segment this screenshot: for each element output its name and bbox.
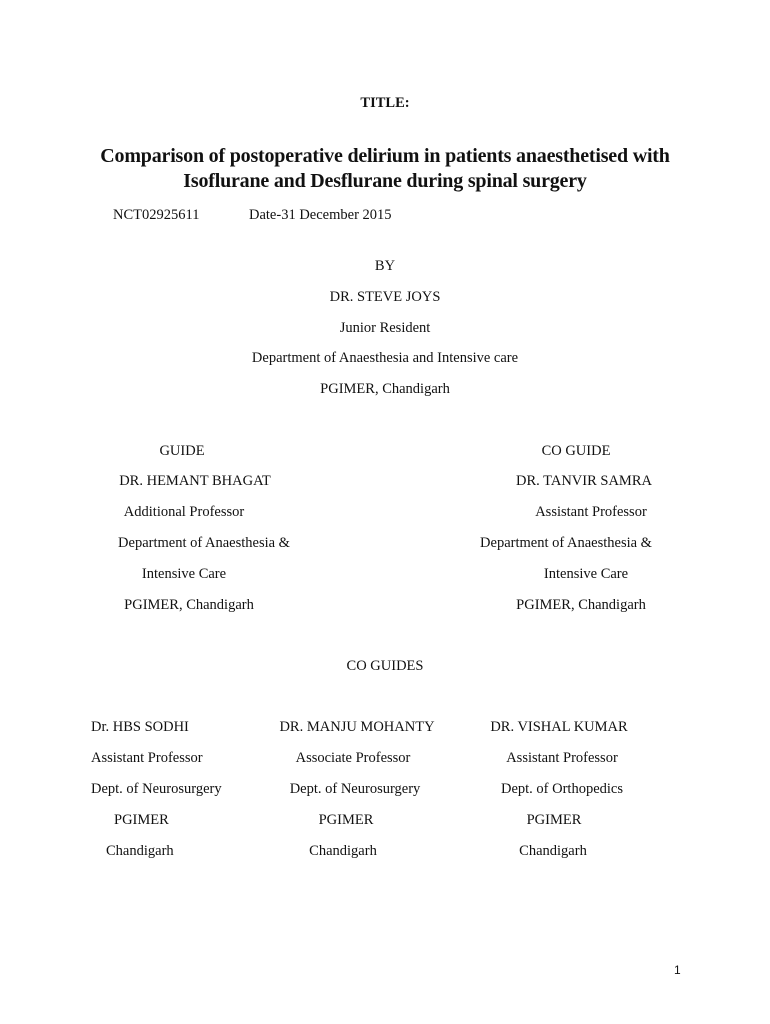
document-date: Date-31 December 2015 <box>249 207 392 223</box>
guide-name: DR. HEMANT BHAGAT <box>119 473 271 489</box>
co-guide-3-dept: Dept. of Orthopedics <box>500 781 624 797</box>
co-guide-1-city: Chandigarh <box>106 843 174 859</box>
co-guide-3-institution: PGIMER <box>526 812 582 828</box>
nct-number: NCT02925611 <box>113 207 200 223</box>
co-guide-dept-line2: Intensive Care <box>543 566 629 582</box>
co-guide-3-position: Assistant Professor <box>506 750 618 766</box>
co-guides-heading: CO GUIDES <box>346 658 424 674</box>
co-guide-2-dept: Dept. of Neurosurgery <box>289 781 421 797</box>
guide-heading: GUIDE <box>159 443 205 459</box>
co-guide-1-institution: PGIMER <box>114 812 169 828</box>
co-guide-1-name: Dr. HBS SODHI <box>91 719 189 735</box>
co-guide-1-dept: Dept. of Neurosurgery <box>91 781 222 797</box>
guide-institution: PGIMER, Chandigarh <box>124 597 254 613</box>
main-title-line2: Isoflurane and Desflurane during spinal surgery <box>183 170 587 192</box>
author-department: Department of Anaesthesia and Intensive care <box>251 350 519 366</box>
co-guide-position: Assistant Professor <box>535 504 647 520</box>
co-guide-3-name: DR. VISHAL KUMAR <box>490 719 628 735</box>
co-guide-name: DR. TANVIR SAMRA <box>516 473 652 489</box>
main-title-line1: Comparison of postoperative delirium in patients anaesthetised with <box>100 145 670 167</box>
author-position: Junior Resident <box>339 320 431 336</box>
co-guide-dept-line1: Department of Anaesthesia & <box>480 535 652 551</box>
guide-dept-line1: Department of Anaesthesia & <box>118 535 290 551</box>
title-label: TITLE: <box>360 95 410 111</box>
co-guide-institution: PGIMER, Chandigarh <box>516 597 646 613</box>
co-guide-heading: CO GUIDE <box>541 443 611 459</box>
main-title <box>35 144 735 194</box>
co-guide-2-position: Associate Professor <box>295 750 411 766</box>
guide-position: Additional Professor <box>123 504 245 520</box>
co-guide-1-position: Assistant Professor <box>91 750 203 766</box>
guide-dept-line2: Intensive Care <box>141 566 227 582</box>
author-name: DR. STEVE JOYS <box>329 289 441 305</box>
page-number: 1 <box>674 963 681 977</box>
author-institution: PGIMER, Chandigarh <box>320 381 450 397</box>
co-guide-2-city: Chandigarh <box>309 843 377 859</box>
by-label: BY <box>374 258 396 274</box>
co-guide-2-institution: PGIMER <box>318 812 374 828</box>
co-guide-3-city: Chandigarh <box>519 843 587 859</box>
co-guide-2-name: DR. MANJU MOHANTY <box>279 719 435 735</box>
